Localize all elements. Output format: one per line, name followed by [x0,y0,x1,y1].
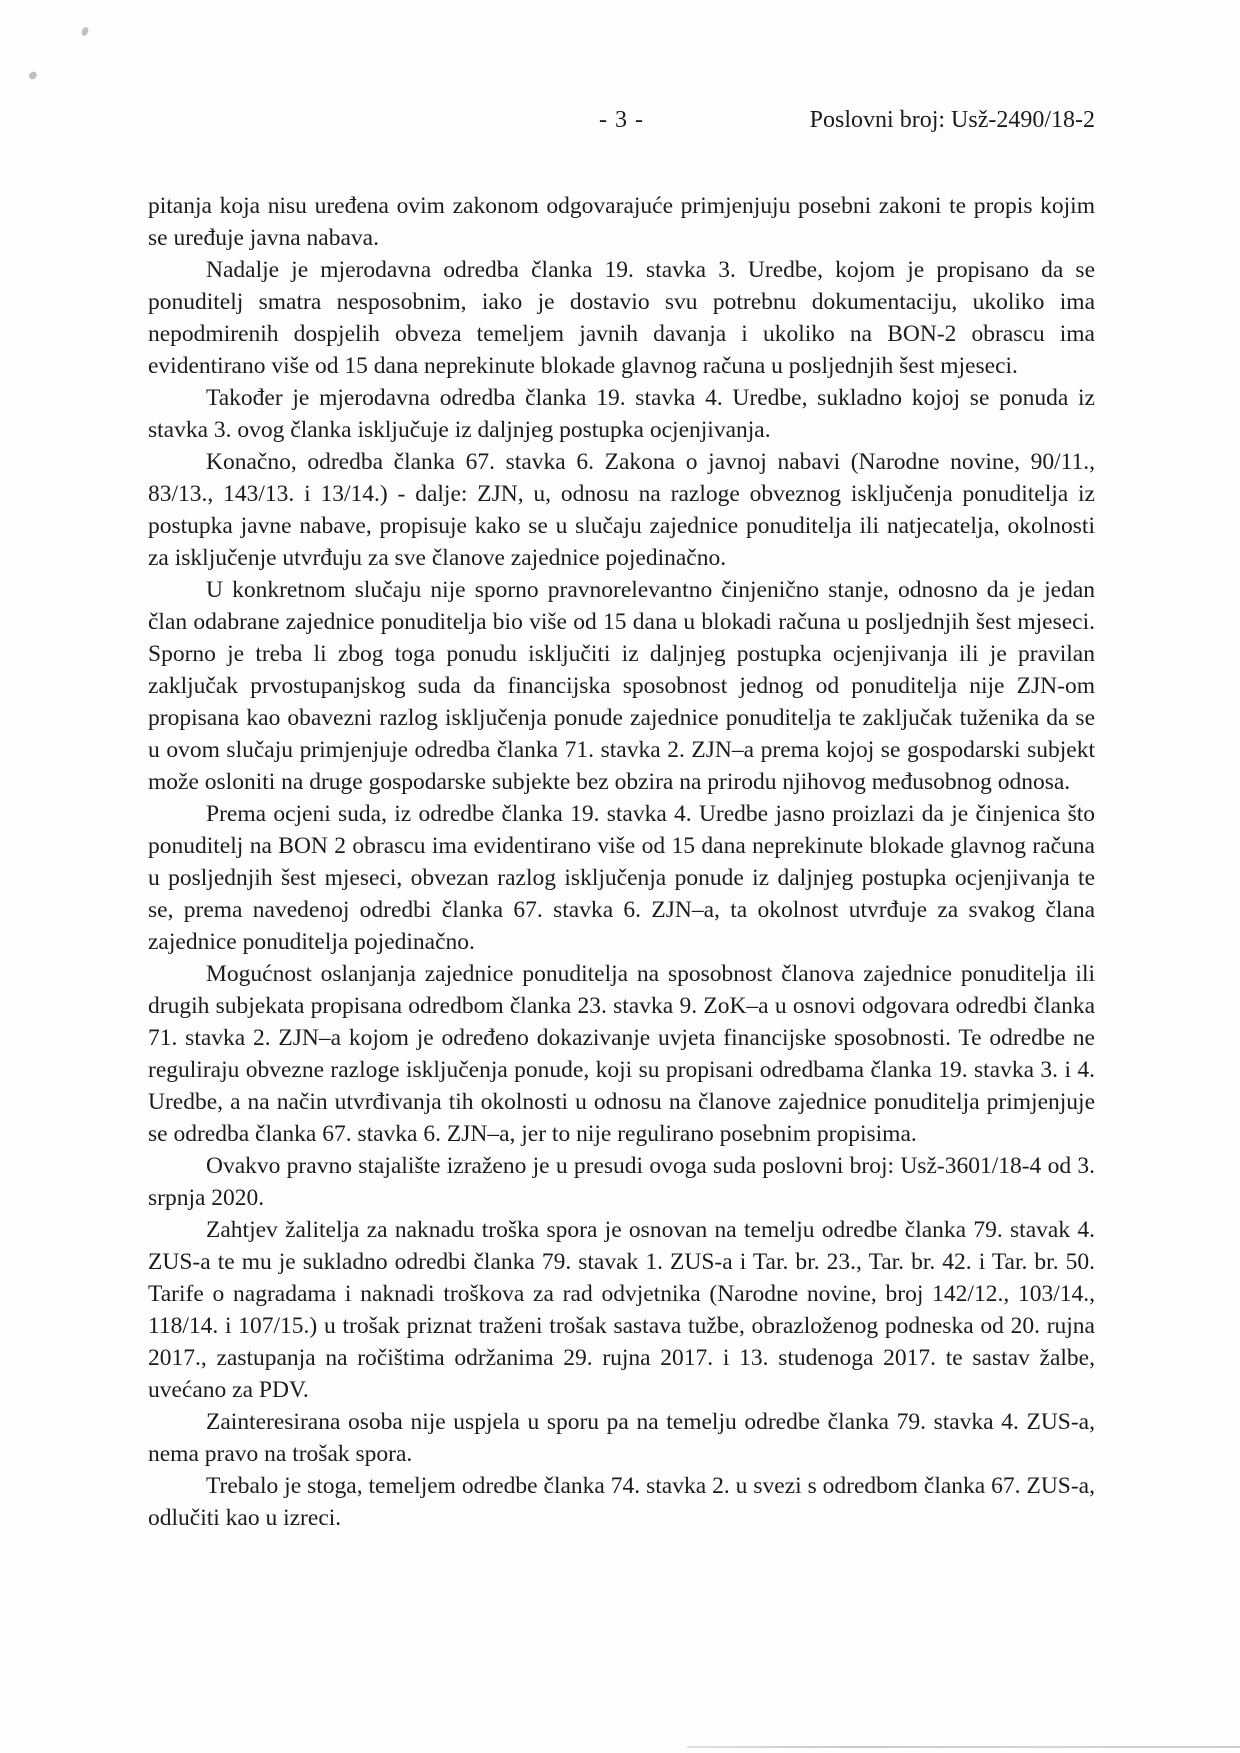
case-number: Poslovni broj: Usž-2490/18-2 [809,107,1095,133]
paragraph: Nadalje je mjerodavna odredba članka 19. stavka 3. Uredbe, kojom je propisano da se ponuditelj smatra nesposobnim, iako je dostavio svu potrebnu dokumentaciju, ukoliko ima nepodmirenih dospjelih obveza temeljem javnih davanja i ukoliko na BON-2 obrascu ima evidentirano više od 15 dana neprekinute blokade glavnog računa u posljednjih šest mjeseci. [148,257,1095,379]
paragraph: Konačno, odredba članka 67. stavka 6. Zakona o javnoj nabavi (Narodne novine, 90/11., 83/13., 143/13. i 13/14.) - dalje: ZJN, u, odnosu na razloge obveznog isključenja ponuditelja iz postupka javne nabave, propisuje kako se u slučaju zajednice ponuditelja ili natjecatelja, okolnosti za isključenje utvrđuju za sve članove zajednice pojedinačno. [148,449,1095,571]
paragraph: Zahtjev žalitelja za naknadu troška spora je osnovan na temelju odredbe članka 79. stavak 4. ZUS-a te mu je sukladno odredbi članka 79. stavak 1. ZUS-a i Tar. br. 23., Tar. br. 42. i Tar. br. 50. Tarife o nagradama i naknadi troškova za rad odvjetnika (Narodne novine, broj 142/12., 103/14., 118/14. i 107/15.) u trošak priznat traženi trošak sastava tužbe, obrazloženog podneska od 20. rujna 2017., zastupanja na ročištima održanima 29. rujna 2017. i 13. studenoga 2017. te sastav žalbe, uvećano za PDV. [148,1217,1095,1403]
page-number: - 3 - [599,107,644,133]
paragraph: Zainteresirana osoba nije uspjela u sporu pa na temelju odredbe članka 79. stavka 4. ZUS-a, nema pravo na trošak spora. [148,1409,1095,1467]
scan-artifact-line [687,1746,1240,1748]
paragraph: Također je mjerodavna odredba članka 19. stavka 4. Uredbe, sukladno kojoj se ponuda iz stavka 3. ovog članka isključuje iz daljnjeg postupka ocjenjivanja. [148,385,1095,443]
paragraph: Ovakvo pravno stajalište izraženo je u presudi ovoga suda poslovni broj: Usž-3601/18-4 od 3. srpnja 2020. [148,1153,1095,1211]
paragraph: Trebalo je stoga, temeljem odredbe članka 74. stavka 2. u svezi s odredbom članka 67. ZUS-a, odlučiti kao u izreci. [148,1473,1095,1531]
scan-speck [28,71,38,81]
paragraph: Mogućnost oslanjanja zajednice ponuditelja na sposobnost članova zajednice ponuditelja ili drugih subjekata propisana odredbom članka 23. stavka 9. ZoK–a u osnovi odgovara odredbi članka 71. stavka 2. ZJN–a kojom je određeno dokazivanje uvjeta financijske sposobnosti. Te odredbe ne reguliraju obvezne razloge isključenja ponude, koji su propisani odredbama članka 19. stavka 3. i 4. Uredbe, a na način utvrđivanja tih okolnosti u odnosu na članove zajednice ponuditelja primjenjuje se odredba članka 67. stavka 6. ZJN–a, jer to nije regulirano posebnim propisima. [148,961,1095,1147]
paragraph: U konkretnom slučaju nije sporno pravnorelevantno činjenično stanje, odnosno da je jedan član odabrane zajednice ponuditelja bio više od 15 dana u blokadi računa u posljednjih šest mjeseci. Sporno je treba li zbog toga ponudu isključiti iz daljnjeg postupka ocjenjivanja ili je pravilan zaključak prvostupanjskog suda da financijska sposobnost jednog od ponuditelja nije ZJN-om propisana kao obavezni razlog isključenja ponude zajednice ponuditelja te zaključak tuženika da se u ovom slučaju primjenjuje odredba članka 71. stavka 2. ZJN–a prema kojoj se gospodarski subjekt može osloniti na druge gospodarske subjekte bez obzira na prirodu njihovog međusobnog odnosa. [148,577,1095,795]
paragraph: Prema ocjeni suda, iz odredbe članka 19. stavka 4. Uredbe jasno proizlazi da je činjenica što ponuditelj na BON 2 obrascu ima evidentirano više od 15 dana neprekinute blokade glavnog računa u posljednjih šest mjeseci, obvezan razlog isključenja ponude iz daljnjeg postupka ocjenjivanja te se, prema navedenoj odredbi članka 67. stavka 6. ZJN–a, ta okolnost utvrđuje za svakog člana zajednice ponuditelja pojedinačno. [148,801,1095,955]
document-text [148,190,1095,1534]
paragraph: pitanja koja nisu uređena ovim zakonom odgovarajuće primjenjuju posebni zakoni te propis kojim se uređuje javna nabava. [148,193,1095,251]
page-header [148,104,1095,136]
scan-speck [81,26,89,36]
